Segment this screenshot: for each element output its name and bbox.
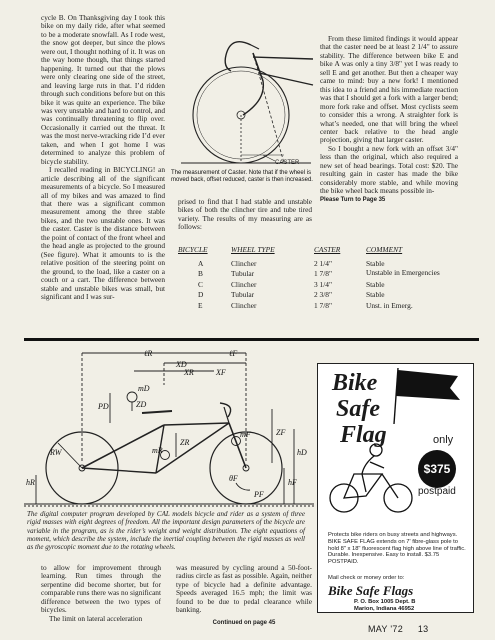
label-XD: XD: [176, 360, 187, 369]
cyclist-illustration: [324, 436, 420, 516]
label-PD: PD: [98, 402, 109, 411]
label-PF: PF: [254, 490, 264, 499]
caster-table: [178, 245, 478, 311]
label-ZR: ZR: [180, 438, 190, 447]
table-row: [178, 301, 478, 311]
paragraph: was measured by cycling around a 50-foot-radius circle as fast as possible. Again, neither type of bicycle had a definite advantage. Speeds averaged 16.5 mph; the limit was found to be due to pedal clearance while banking.: [176, 563, 312, 615]
section-divider: [24, 338, 479, 341]
page-footer: [368, 624, 428, 634]
ad-price: $375: [418, 450, 456, 488]
column-right: [320, 35, 458, 204]
table-header-row: [178, 245, 478, 259]
cell: Stable: [366, 279, 385, 289]
paragraph: prised to find that I had stable and unstable bikes of both the clincher tire and tube tired variety. The results of my measuring are as follows:: [178, 197, 312, 232]
cell: Stable: [366, 259, 385, 268]
cell: 2 3/8": [314, 290, 333, 300]
col-header: BICYCLE: [178, 245, 208, 254]
cell: 3 1/4": [314, 279, 333, 289]
bicycle-model-diagram: [24, 345, 314, 508]
label-mF: mF: [240, 430, 251, 439]
label-ZD: ZD: [136, 400, 147, 409]
label-lF: ℓF: [229, 349, 238, 358]
bike-safe-flag-ad: [317, 363, 474, 613]
continued-notice: Continued on page 45: [212, 619, 276, 626]
ad-headline-flag: Flag: [340, 422, 387, 448]
cell: Clincher: [231, 300, 257, 310]
paragraph: I recalled reading in BICYCLING! an article describing all of the significant measurements of a bicycle. So I measured all of my bikes and was amazed to find that there was a significant common measurement among the three stable bikes, and the two unstable ones. It was the caster. Caster is the distance between the point of contact of the front wheel and the head angle as projected to the ground (See figure). What it amounts to is the relative position of the steering point on the ground, to the load, like a caster on a couch or a cart. The difference between stable and unstable bikes was small, but significant and I was sur-: [41, 165, 165, 301]
cell: Tubular: [231, 269, 255, 279]
ad-address-2: Marion, Indiana 46952: [354, 606, 415, 612]
label-mR: mR: [152, 446, 163, 455]
paragraph: From these limited findings it would appear that the caster need be at least 2 1/4" to assure stability. The difference between bike E and bike A was only a tiny 3/8" yet I was ready to sell E and get another. But then a cheaper way came to mind: buy a new fork! I mentioned this idea to a friend and his immediate reaction was that I should get a fork with a larger bend; more fork rake and offset. Most cyclists seem to consider this a wrong. A straighter fork is what’s needed, one that will bring the wheel center back relative to the head angle projection, giving that larger caster.: [320, 34, 458, 145]
ad-headline-bike: Bike: [332, 370, 378, 396]
col-header: CASTER: [314, 245, 341, 254]
cell: D: [198, 290, 204, 300]
bottom-column-left: [41, 564, 161, 623]
label-lR: ℓR: [144, 349, 153, 358]
ad-order: Mail check or money order to:: [328, 575, 405, 581]
cell: Clincher: [231, 259, 257, 268]
column-left: [41, 14, 165, 301]
cell: Stable: [366, 290, 385, 300]
label-ZF: ZF: [276, 428, 286, 437]
bottom-column-middle: [176, 564, 312, 627]
label-hF: hF: [288, 478, 297, 487]
table-row: [178, 290, 478, 300]
label-hR: hR: [26, 478, 35, 487]
issue-date: MAY '72: [368, 624, 404, 634]
caster-figure: [171, 15, 316, 170]
cell: B: [198, 269, 203, 279]
label-mD: mD: [138, 384, 150, 393]
column-middle: [178, 198, 312, 232]
cell: 1 7/8": [314, 300, 333, 310]
label-RW: RW: [50, 448, 62, 457]
ad-body: Protects bike riders on busy streets and highways. BIKE SAFE FLAG extends on 7' fibre-glass pole to hold 8" x 18" fluorescent flag high above line of traffic. Durable. Inexpensive. Easy to install. $3.75 POSTPAID.: [328, 532, 466, 566]
ad-headline-safe: Safe: [336, 396, 380, 422]
caster-label: CASTER: [275, 160, 300, 166]
cell: Unst. in Emerg.: [366, 300, 413, 310]
label-thetaF: θF: [229, 474, 238, 483]
label-XR: XR: [184, 368, 194, 377]
diagram-caption: The digital computer program developed by CAL models bicycle and rider as a system of three rigid masses with eight degrees of freedom. All the important design parameters of the bicycle are variable in the program, as is the rider’s weight and weight distribution. The eight equations of moment, which describe the system, include the inertial coupling between the rigid masses as well as the gyroscopic moment due to the rotating wheels.: [27, 510, 305, 552]
table-row: [178, 280, 478, 290]
paragraph: The limit on lateral acceleration: [49, 613, 143, 623]
ad-only: only: [433, 434, 454, 446]
paragraph: to allow for improvement through learning. Run times through the serpentine did become shorter, but for comparable runs there was no significant difference between the two types of bicycles.: [41, 563, 161, 615]
table-row: [178, 269, 478, 279]
turn-notice: Please Turn to Page 35: [320, 196, 386, 203]
flag-icon: [388, 366, 472, 426]
cell: Tubular: [231, 290, 255, 300]
label-hD: hD: [297, 448, 307, 457]
figure-caption: The measurement of Caster. Note that if the wheel is moved back, offset reduced, caster is then increased.: [171, 170, 313, 183]
paragraph: cycle B. On Thanksgiving day I took this bike on my daily ride, after what seemed to be a moderate snowfall. As I rode west, the snow got deeper, but since the plows were out, I thought nothing of it. It was on the way home though, that things started happening. It turned out that the plows were only clearing one side of the street, and leaving large ruts in that. I’d ridden through such conditions before but on this bike it was quite an experience. The bike was very unstable and hard to control, and was continually threatening to flip over. Occasionally it carried out the threat. It was the most nerve-wracking ride I’d ever taken, and when I got home I was determined to analyze this problem of bicycle stability.: [41, 13, 165, 166]
cell: Unstable in Emergencies: [366, 268, 440, 278]
ad-brand: Bike Safe Flags: [328, 583, 414, 598]
cell: A: [198, 259, 204, 268]
label-XF: XF: [216, 368, 226, 377]
cell: 2 1/4": [314, 259, 333, 268]
col-header: COMMENT: [366, 245, 403, 254]
paragraph: So I bought a new fork with an offset 3/4" less than the original, which also required a new set of head bearings. Total cost: $20. The resulting gain in caster has made the bike considerably more stable, and while moving the bike wheel back means possible in-: [320, 143, 458, 196]
col-header: WHEEL TYPE: [231, 245, 275, 254]
cell: Clincher: [231, 279, 257, 289]
page-number: 13: [417, 624, 429, 634]
cell: 1 7/8": [314, 269, 333, 279]
ad-postpaid: postpaid: [418, 486, 456, 497]
ad-address-1: P. O. Box 1005 Dept. B: [354, 599, 416, 605]
cell: E: [198, 300, 203, 310]
cell: C: [198, 279, 203, 289]
